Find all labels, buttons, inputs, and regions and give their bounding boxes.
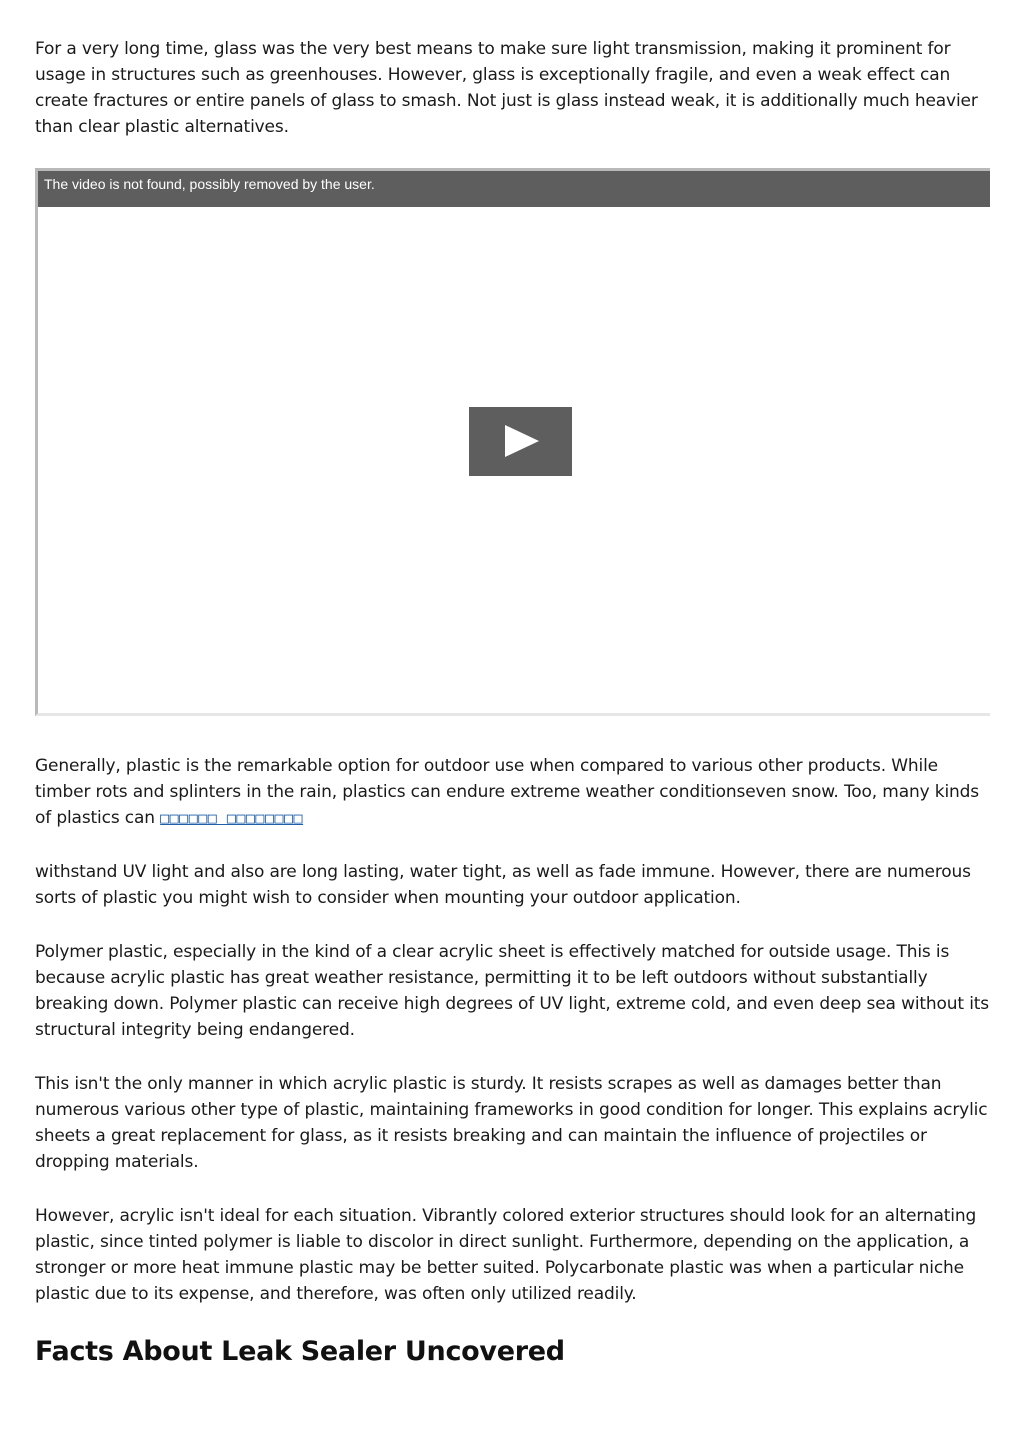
paragraph-uv-resistance: withstand UV light and also are long lasting, water tight, as well as fade immune. However, there are numerous sorts of plastic you might wish to consider when mounting your outdoor application.	[35, 862, 971, 908]
paragraph-acrylic-sturdy: This isn't the only manner in which acrylic plastic is sturdy. It resists scrapes as well as damages better than numerous various other type of plastic, maintaining frameworks in good condition for longer. This explains acrylic sheets a great replacement for glass, as it resists breaking and can maintain the influence of projectiles or dropping materials.	[35, 1074, 988, 1172]
paragraph-plastic-outdoor	[35, 753, 990, 831]
paragraph-glass-history: For a very long time, glass was the very best means to make sure light transmission, making it prominent for usage in structures such as greenhouses. However, glass is exceptionally fragile, and even a weak effect can create fractures or entire panels of glass to smash. Not just is glass instead weak, it is additionally much heavier than clear plastic alternatives.	[35, 39, 978, 137]
video-error-message: The video is not found, possibly removed by the user.	[44, 176, 375, 192]
video-embed[interactable]	[35, 168, 990, 716]
paragraph-polymer-plastic: Polymer plastic, especially in the kind of a clear acrylic sheet is effectively matched for outside usage. This is because acrylic plastic has great weather resistance, permitting it to be left outdoors without substantially breaking down. Polymer plastic can receive high degrees of UV light, extreme cold, and even deep sea without its structural integrity being endangered.	[35, 942, 989, 1040]
play-button[interactable]	[469, 407, 572, 476]
inline-link[interactable]: □□□□□□ □□□□□□□□	[160, 809, 304, 827]
paragraph-acrylic-limits: However, acrylic isn't ideal for each situation. Vibrantly colored exterior structures should look for an alternating plastic, since tinted polymer is liable to discolor in direct sunlight. Furthermore, depending on the application, a stronger or more heat immune plastic may be better suited. Polycarbonate plastic was when a particular niche plastic due to its expense, and therefore, was often only utilized readily.	[35, 1206, 977, 1304]
article	[35, 36, 990, 1369]
video-error-bar	[38, 171, 990, 207]
section-heading: Facts About Leak Sealer Uncovered	[35, 1336, 565, 1367]
paragraph-plastic-outdoor-text: Generally, plastic is the remarkable option for outdoor use when compared to various other products. While timber rots and splinters in the rain, plastics can endure extreme weather conditionseven snow. Too, many kinds of plastics can	[35, 756, 980, 828]
play-icon	[505, 425, 539, 457]
